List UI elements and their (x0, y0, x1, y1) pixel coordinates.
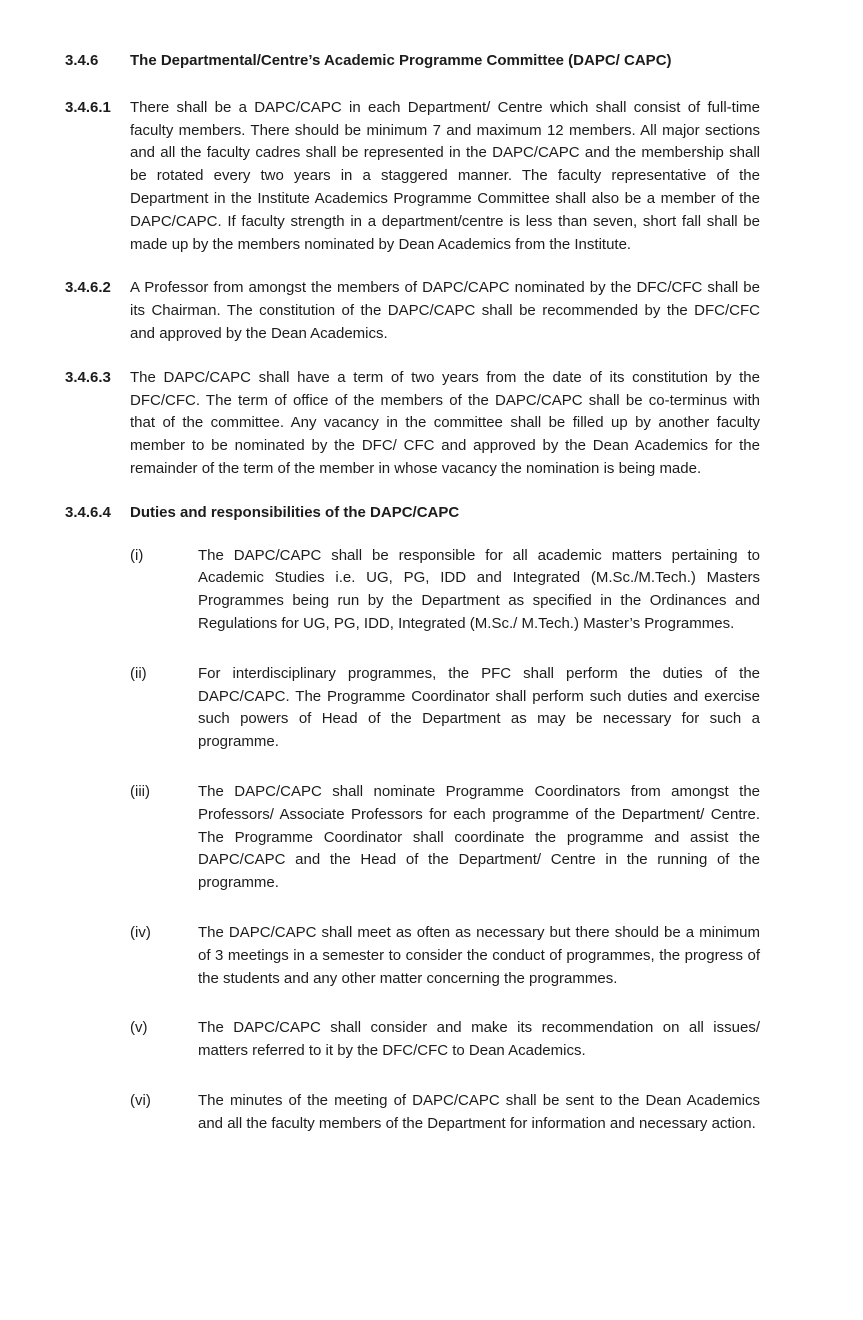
subheading-number: 3.4.6.4 (65, 503, 111, 521)
list-item-text: For interdisciplinary programmes, the PFC shall perform the duties of the DAPC/CAPC. The Programme Coordinator shall perform such duties and exercise such powers of Head of the Department as may be necessary for such a programme. (198, 664, 760, 751)
list-item-iv (130, 922, 760, 990)
list-item-text: The DAPC/CAPC shall nominate Programme Coordinators from amongst the Professors/ Associate Professors for each programme of the Department/ Centre. The Programme Coordinator shall coordinate the programme and assist the DAPC/CAPC and the Head of the Department/ Centre in the running of the programme. (198, 782, 760, 892)
section-heading-3-4-6-4 (65, 502, 760, 525)
list-item-label: (v) (130, 1019, 148, 1037)
list-item-i (130, 545, 760, 636)
section-heading-title: The Departmental/Centre’s Academic Programme Committee (DAPC/ CAPC) (130, 52, 672, 69)
paragraph-text: There shall be a DAPC/CAPC in each Department/ Centre which shall consist of full-time faculty members. There should be minimum 7 and maximum 12 members. All major sections and all the faculty cadres shall be represented in the DAPC/CAPC and the membership shall be rotated every two years in a staggered manner. The faculty representative of the Department in the Institute Academics Programme Committee shall also be a member of the DAPC/CAPC. If faculty strength in a department/centre is less than seven, short fall shall be made up by the members nominated by Dean Academics from the Institute. (130, 98, 760, 253)
paragraph-number: 3.4.6.1 (65, 98, 111, 116)
list-item-text: The DAPC/CAPC shall consider and make its recommendation on all issues/ matters referred to it by the DFC/CFC to Dean Academics. (198, 1019, 760, 1060)
list-item-text: The minutes of the meeting of DAPC/CAPC shall be sent to the Dean Academics and all the faculty members of the Department for information and necessary action. (198, 1091, 760, 1132)
list-item-text: The DAPC/CAPC shall be responsible for all academic matters pertaining to Academic Studies i.e. UG, PG, IDD and Integrated (M.Sc./M.Tech.) Masters Programmes being run by the Department as specified in the Ordinances and Regulations for UG, PG, IDD, Integrated (M.Sc./ M.Tech.) Master’s Programmes. (198, 546, 760, 632)
paragraph-text: A Professor from amongst the members of DAPC/CAPC nominated by the DFC/CFC shall be its Chairman. The constitution of the DAPC/CAPC shall be recommended by the DFC/CFC and approved by the Dean Academics. (130, 279, 760, 342)
section-heading-3-4-6 (65, 50, 760, 73)
list-item-label: (ii) (130, 664, 147, 682)
list-item-vi (130, 1090, 760, 1136)
paragraph-number: 3.4.6.2 (65, 279, 111, 297)
list-item-ii (130, 663, 760, 754)
list-item-label: (vi) (130, 1091, 151, 1109)
paragraph-3-4-6-1 (65, 97, 760, 257)
paragraph-3-4-6-3 (65, 367, 760, 481)
list-item-v (130, 1017, 760, 1063)
list-item-text: The DAPC/CAPC shall meet as often as necessary but there should be a minimum of 3 meetings in a semester to consider the conduct of programmes, the progress of the students and any other matter concerning the programmes. (198, 923, 760, 987)
section-heading-number: 3.4.6 (65, 52, 99, 69)
paragraph-3-4-6-2 (65, 277, 760, 345)
list-item-label: (i) (130, 546, 144, 564)
subheading-title: Duties and responsibilities of the DAPC/CAPC (130, 503, 460, 521)
list-item-label: (iv) (130, 923, 151, 941)
list-item-iii (130, 781, 760, 895)
list-item-label: (iii) (130, 782, 150, 800)
paragraph-number: 3.4.6.3 (65, 368, 111, 386)
paragraph-text: The DAPC/CAPC shall have a term of two years from the date of its constitution by the DFC/CFC. The term of office of the members of the DAPC/CAPC shall be co-terminus with that of the committee. Any vacancy in the committee shall be filled up by another faculty member to be nominated by the DFC/ CFC and approved by the Dean Academics for the remainder of the term of the member in whose vacancy the nomination is being made. (130, 368, 760, 477)
